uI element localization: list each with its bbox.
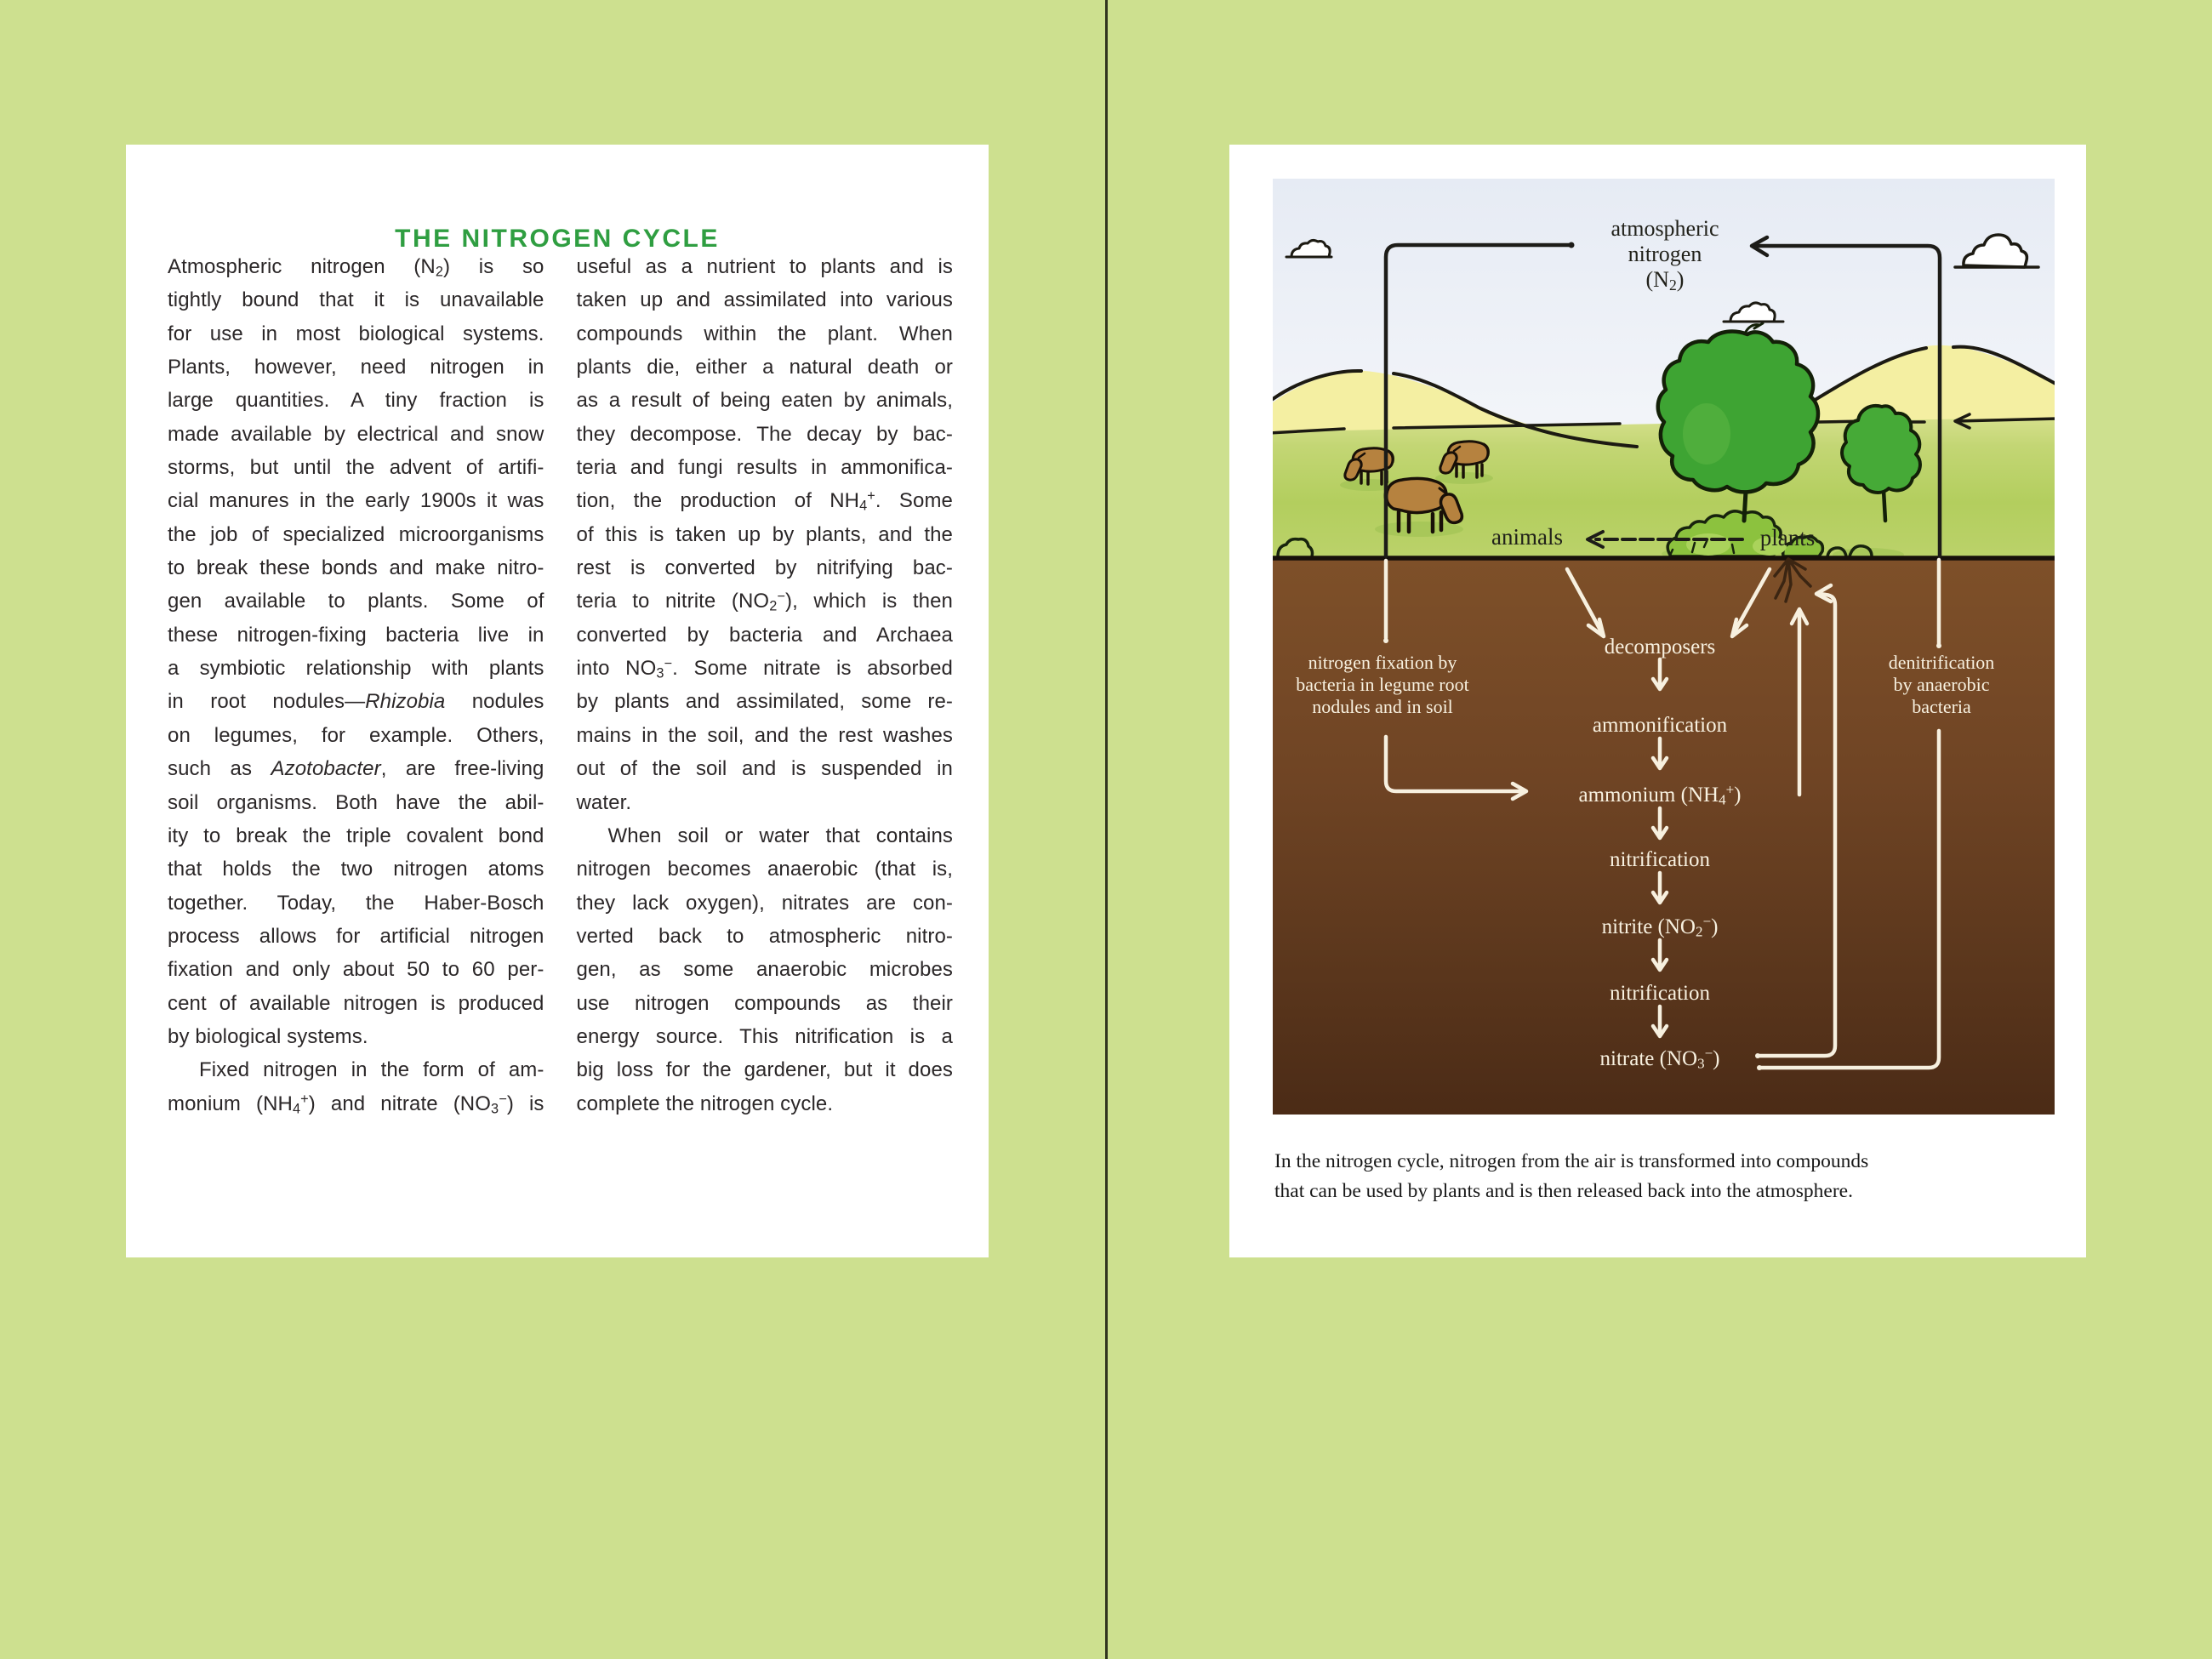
chain-label: decomposers xyxy=(1604,636,1716,658)
chain-label: nitrification xyxy=(1609,848,1711,871)
text-line: complete the nitrogen cycle. xyxy=(576,1092,834,1115)
text-line: nitrogen becomes anaerobic (that is, xyxy=(576,858,953,881)
text-line: fixation and only about 50 to 60 per- xyxy=(168,958,544,982)
text-line: gen, as some anaerobic microbes xyxy=(576,958,953,982)
left-page xyxy=(126,145,989,1257)
text-line: plants die, either a natural death or xyxy=(576,356,953,379)
text-line: as a result of being eaten by animals, xyxy=(576,389,953,413)
text-line: such as Azotobacter, are free-living xyxy=(168,757,544,781)
text-line: cent of available nitrogen is produced xyxy=(168,991,544,1015)
text-line: cial manures in the early 1900s it was xyxy=(168,489,544,513)
text-line: by biological systems. xyxy=(168,1024,368,1048)
label-atmospheric-nitrogen: atmospheric nitrogen $(N_2)$ xyxy=(1611,216,1719,294)
text-line: these nitrogen-fixing bacteria live in xyxy=(168,623,544,647)
text-line: for use in most biological systems. xyxy=(168,322,544,345)
chain-label: nitrate $(NO_3^-)$ xyxy=(1599,1045,1720,1072)
text-line: useful as a nutrient to plants and is xyxy=(576,255,953,278)
text-line: made available by electrical and snow xyxy=(168,422,544,446)
text-line: Atmospheric nitrogen $(N_2)$ is so xyxy=(168,255,544,280)
text-line: that holds the two nitrogen atoms xyxy=(168,858,544,881)
label-nitrogen-fixation: nitrogen fixation by bacteria in legume root nodules and in soil xyxy=(1296,652,1469,717)
text-line: rest is converted by nitrifying bac- xyxy=(576,556,953,580)
text-line: energy source. This nitrification is a xyxy=(576,1024,953,1048)
text-line: process allows for artificial nitrogen xyxy=(168,924,544,948)
text-line: mains in the soil, and the rest washes xyxy=(576,723,953,747)
text-line: big loss for the gardener, but it does xyxy=(576,1058,953,1082)
text-line: tion, the production of $NH_4^+$. Some xyxy=(576,488,953,514)
text-line: to break these bonds and make nitro- xyxy=(168,556,544,580)
text-line: taken up and assimilated into various xyxy=(576,288,953,312)
article-column-2 xyxy=(577,250,954,1120)
text-line: a symbiotic relationship with plants xyxy=(168,657,544,681)
text-line: tightly bound that it is unavailable xyxy=(168,288,544,312)
text-line: use nitrogen compounds as their xyxy=(576,991,953,1015)
page-spine-divider xyxy=(1105,0,1108,1659)
text-line: converted by bacteria and Archaea xyxy=(576,623,953,647)
chain-label: nitrite $(NO_2^-)$ xyxy=(1601,913,1719,940)
text-line: Fixed nitrogen in the form of am- xyxy=(199,1058,544,1082)
text-line: they decompose. The decay by bac- xyxy=(576,422,953,446)
text-line: When soil or water that contains xyxy=(607,824,953,847)
nitrogen-cycle-diagram xyxy=(1273,179,2055,1115)
text-line: water. xyxy=(576,790,632,814)
chain-label: nitrification xyxy=(1609,982,1711,1005)
text-line: compounds within the plant. When xyxy=(576,322,953,345)
figure-caption: In the nitrogen cycle, nitrogen from the air is transformed into compounds that can be used by plants and is then released back into the atmosphere. xyxy=(1274,1150,1869,1202)
chain-label: ammonium $(NH_4^+)$ xyxy=(1578,781,1742,808)
label-denitrification: denitrification by anaerobic bacteria xyxy=(1888,652,1995,717)
article-column-1 xyxy=(168,250,544,1120)
text-line: out of the soil and is suspended in xyxy=(576,757,953,781)
article-body xyxy=(168,250,953,1120)
label-plants: plants xyxy=(1759,525,1816,550)
text-line: the job of specialized microorganisms xyxy=(168,522,544,546)
chain-label: ammonification xyxy=(1592,714,1728,737)
text-line: together. Today, the Haber-Bosch xyxy=(168,891,544,915)
text-line: on legumes, for example. Others, xyxy=(168,723,544,747)
text-line: teria to nitrite $(NO_2^-)$, which is then xyxy=(576,589,954,615)
text-line: of this is taken up by plants, and the xyxy=(576,522,953,546)
text-line: by plants and assimilated, some re- xyxy=(576,690,953,714)
text-line: teria and fungi results in ammonifica- xyxy=(576,456,953,480)
text-line: verted back to atmospheric nitro- xyxy=(576,924,953,948)
text-line: soil organisms. Both have the abil- xyxy=(168,790,544,814)
text-line: into $NO_3^-$. Some nitrate is absorbed xyxy=(576,655,953,681)
text-line: Plants, however, need nitrogen in xyxy=(168,356,544,379)
right-page xyxy=(1229,145,2086,1257)
text-line: they lack oxygen), nitrates are con- xyxy=(576,891,953,915)
text-line: storms, but until the advent of artifi- xyxy=(168,456,544,480)
text-line: monium $(NH_4^+)$ and nitrate $(NO_3^-)$ is xyxy=(168,1091,544,1117)
text-line: in root nodules—Rhizobia nodules xyxy=(168,690,544,714)
text-line: ity to break the triple covalent bond xyxy=(168,824,544,847)
label-animals: animals xyxy=(1491,524,1563,550)
text-line: gen available to plants. Some of xyxy=(168,590,544,613)
page-title: THE NITROGEN CYCLE xyxy=(395,225,720,254)
text-line: large quantities. A tiny fraction is xyxy=(168,389,544,413)
